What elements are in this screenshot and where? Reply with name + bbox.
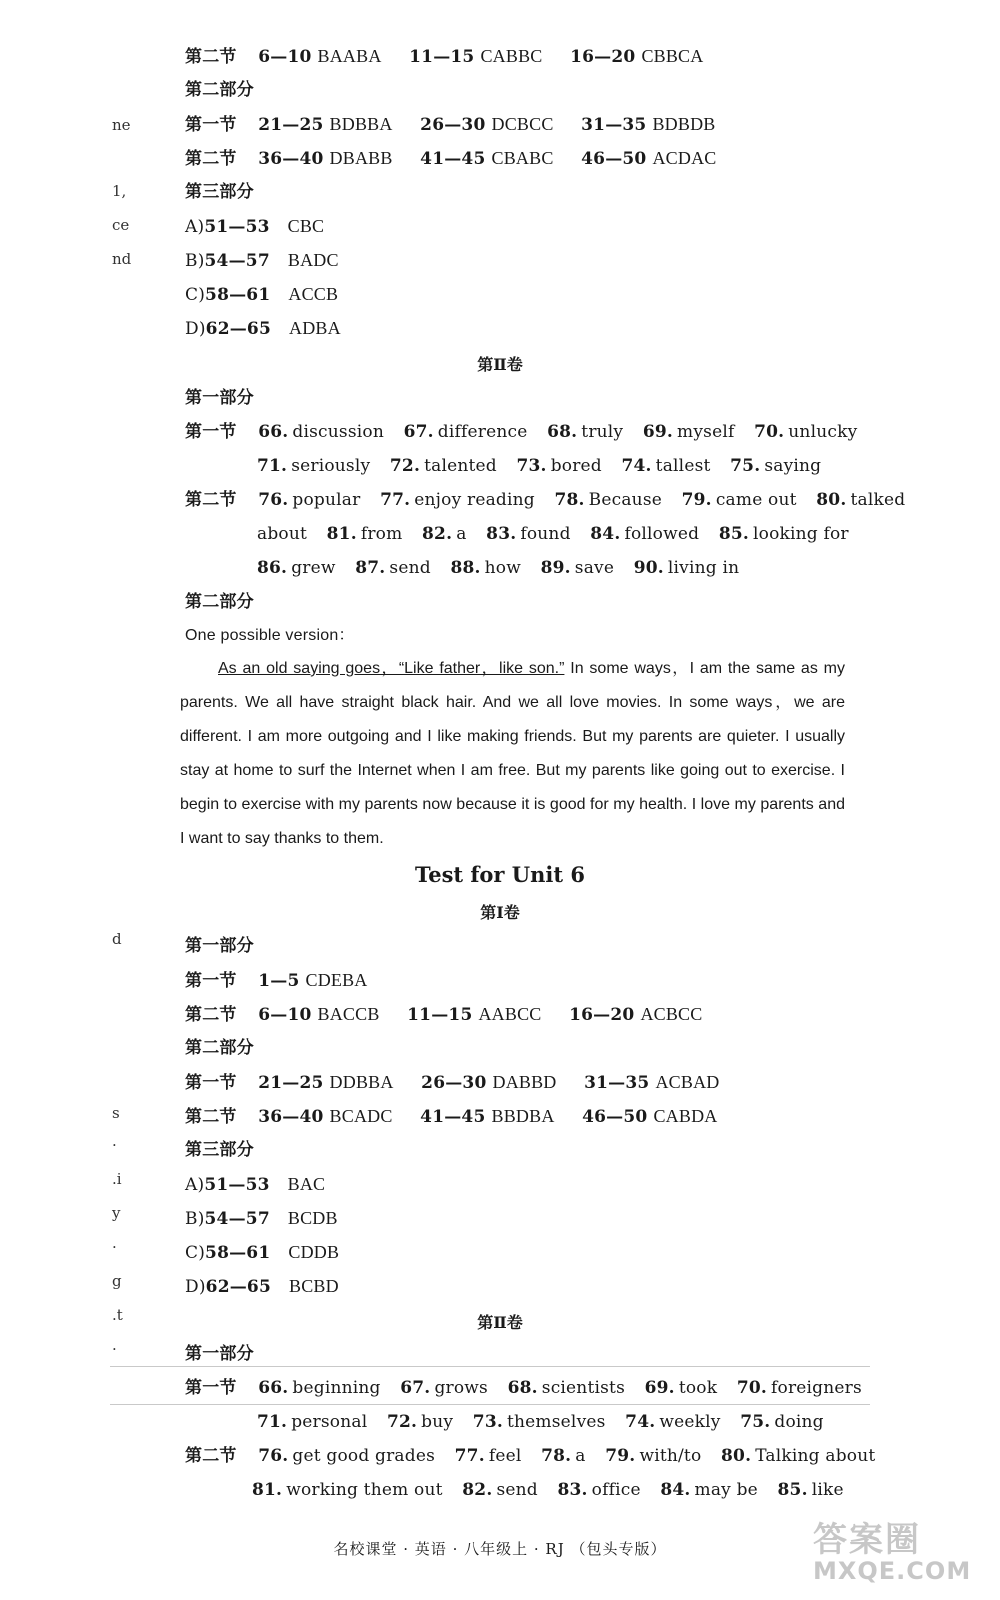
model-essay [180,652,845,856]
answer-row: A)51—53 CBC [185,216,325,237]
margin-fragment: · [112,1340,117,1358]
margin-fragment: 1, [112,182,127,200]
answer-row: 第一节 1—5 CDEBA [185,970,368,991]
part-heading: 第二部分 [185,592,254,612]
divider [110,1404,870,1405]
answer-row: C)58—61 ACCB [185,284,339,305]
fill-row: about 81. from 82. a 83. found 84. followed 85. looking for [257,524,849,544]
part-heading: 第二部分 [185,1038,254,1058]
margin-fragment: y [112,1204,121,1222]
part-heading: 第三部分 [185,182,254,202]
fill-row: 86. grew 87. send 88. how 89. save 90. living in [257,558,740,578]
volume-heading: 第Ⅱ卷 [477,1313,523,1332]
fill-row: 第二节 76. popular 77. enjoy reading 78. Because 79. came out 80. talked [185,490,906,510]
fill-row: 第一节 66. beginning 67. grows 68. scientists 69. took 70. foreigners [185,1378,862,1398]
margin-fragment: nd [112,250,132,268]
fill-row: 71. seriously 72. talented 73. bored 74. tallest 75. saying [257,456,822,476]
answer-row: B)54—57 BADC [185,250,339,271]
margin-fragment: ne [112,116,131,134]
margin-fragment: · [112,1238,117,1256]
volume-heading: 第Ⅱ卷 [477,355,523,374]
watermark-url: MXQE.COM [813,1557,972,1585]
margin-fragment: g [112,1272,122,1290]
answer-row: 第二节 6—10 BACCB 11—15 AABCC 16—20 ACBCC [185,1004,703,1025]
answer-row: 第一节 21—25 BDBBA 26—30 DCBCC 31—35 BDBDB [185,114,716,135]
volume-heading: 第Ⅰ卷 [480,903,520,922]
answer-row: D)62—65 BCBD [185,1276,339,1297]
margin-fragment: s [112,1104,120,1122]
test-title: Test for Unit 6 [414,862,585,887]
fill-row: 81. working them out 82. send 83. office 84. may be 85. like [252,1480,844,1500]
page-footer: 名校课堂 · 英语 · 八年级上 · RJ （包头专版） [333,1540,667,1558]
part-heading: 第一部分 [185,936,254,956]
answer-row: 第二节 36—40 DBABB 41—45 CBABC 46—50 ACDAC [185,148,717,169]
answer-row: D)62—65 ADBA [185,318,341,339]
answer-row: 第一节 21—25 DDBBA 26—30 DABBD 31—35 ACBAD [185,1072,720,1093]
answer-row: 第二节 36—40 BCADC 41—45 BBDBA 46—50 CABDA [185,1106,718,1127]
answer-row: C)58—61 CDDB [185,1242,340,1263]
essay-intro: One possible version： [185,627,355,644]
part-heading: 第二部分 [185,80,254,100]
divider [110,1366,870,1367]
answer-row: 第二节 6—10 BAABA 11—15 CABBC 16—20 CBBCA [185,46,704,67]
margin-fragment: · [112,1136,117,1154]
margin-fragment: ce [112,216,130,234]
watermark-logo [813,1512,978,1592]
watermark-text: 答案圈 [813,1520,921,1560]
part-heading: 第一部分 [185,1344,254,1364]
answer-row: A)51—53 BAC [185,1174,326,1195]
essay-opening-quote: As an old saying goes，“Like father，like son.” [218,660,565,677]
fill-row: 第二节 76. get good grades 77. feel 78. a 79. with/to 80. Talking about [185,1446,876,1466]
margin-fragment: .i [112,1170,122,1188]
margin-fragment: .t [112,1306,123,1324]
fill-row: 71. personal 72. buy 73. themselves 74. weekly 75. doing [257,1412,824,1432]
answer-row: B)54—57 BCDB [185,1208,338,1229]
essay-body: In some ways，I am the same as my parents. We all have straight black hair. And we all love movies. In some ways，we are different. I am more outgoing and I like making friends. But my parents are quieter. I usually stay at home to surf the Internet when I am free. But my parents like going out to exercise. I begin to exercise with my parents now because it is good for my health. I love my parents and I want to say thanks to them. [180,660,845,847]
margin-fragment: d [112,930,122,948]
fill-row: 第一节 66. discussion 67. difference 68. truly 69. myself 70. unlucky [185,422,858,442]
part-heading: 第一部分 [185,388,254,408]
part-heading: 第三部分 [185,1140,254,1160]
